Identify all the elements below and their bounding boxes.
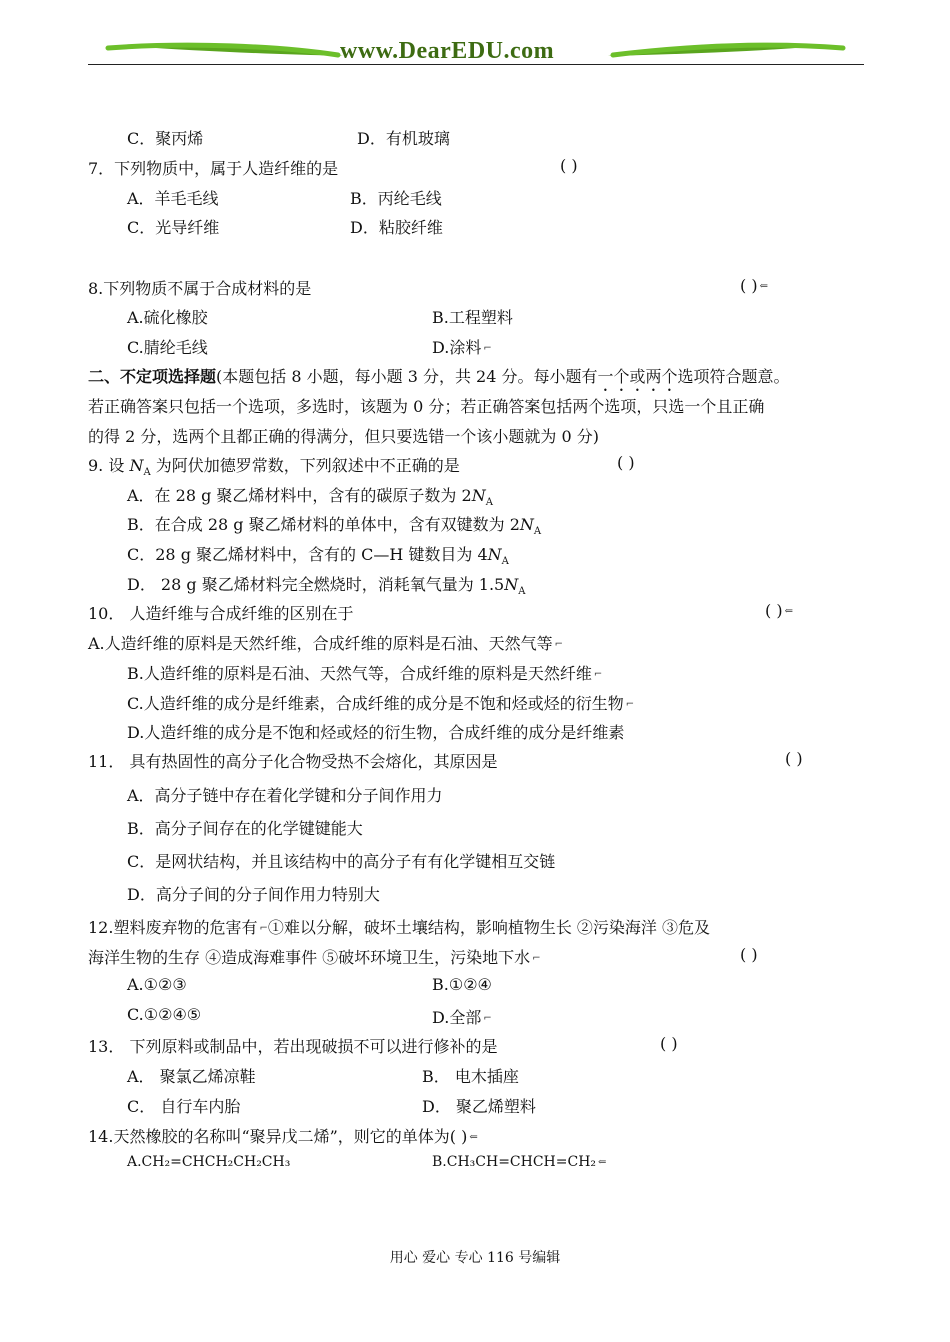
q9-option-b-text: B．在合成 28 g 聚乙烯材料的单体中，含有双键数为 2: [127, 515, 520, 534]
q13-option-c: C． 自行车内胎: [127, 1097, 241, 1116]
q7-option-b: B．丙纶毛线: [350, 189, 442, 208]
q11-option-c: C．是网状结构，并且该结构中的高分子有有化学键相互交链: [127, 852, 556, 871]
q8-stem: 8.下列物质不属于合成材料的是: [88, 279, 312, 298]
header-rule: [88, 64, 864, 65]
q10-answer-paren: [765, 601, 793, 620]
q14-stem: [88, 1124, 478, 1147]
page-footer: 用心 爱心 专心 116 号编辑: [389, 1250, 561, 1266]
section2-line1: [88, 364, 790, 395]
q12-option-d-text: D.全部: [432, 1008, 482, 1027]
q8-option-d: [432, 335, 492, 358]
q10-stem: 10． 人造纤维与合成纤维的区别在于: [88, 604, 354, 623]
section2-title: 二、不定项选择题: [88, 367, 217, 386]
line-break-mark-icon: ⌐: [259, 923, 268, 934]
q11-option-b: B．高分子间存在的化学键键能大: [127, 819, 363, 838]
q9-option-c-text: C．28 g 聚乙烯材料中，含有的 C—H 键数目为 4: [127, 545, 488, 564]
q9-option-c-sub: A: [501, 556, 509, 567]
q9-option-b: [127, 512, 541, 535]
q9-option-d-n: N: [504, 575, 519, 594]
q7-stem: 7．下列物质中，属于人造纤维的是: [88, 159, 339, 178]
q7-option-d: D．粘胶纤维: [350, 218, 443, 237]
q9-option-c: [127, 542, 509, 565]
paragraph-mark-icon: ⇐: [784, 606, 793, 617]
site-logo: www.DearEDU.com: [340, 38, 555, 64]
q12-option-c: C.①②④⑤: [127, 1005, 202, 1024]
q12-line1-a: 12.塑料废弃物的危害有: [88, 918, 258, 937]
q8-option-a: A.硫化橡胶: [127, 308, 208, 327]
q9-option-b-n: N: [519, 515, 534, 534]
q9-option-b-sub: A: [533, 526, 542, 537]
section2-instructions-a: (本题包括 8 小题，每小题 3 分，共 24 分。每小题有: [216, 367, 598, 386]
q10-option-b-text: B.人造纤维的原料是石油、天然气等，合成纤维的原料是天然纤维: [127, 664, 592, 683]
section2-line2: 若正确答案只包括一个选项，多选时，该题为 0 分；若正确答案包括两个选项，只选一个且正确: [88, 397, 765, 416]
q6-option-d: D．有机玻璃: [357, 129, 450, 148]
q10-option-c: [127, 691, 634, 714]
q9-stem-b: 为阿伏加德罗常数，下列叙述中不正确的是: [150, 456, 460, 475]
q8-paren-text: ( ): [740, 276, 758, 295]
q12-line2-text: 海洋生物的生存 ④造成海难事件 ⑤破坏环境卫生，污染地下水: [88, 948, 531, 967]
q12-option-b: B.①②④: [432, 975, 492, 994]
q12-answer-paren: ( ): [740, 945, 758, 964]
q9-option-a-sub: A: [485, 497, 493, 508]
q11-answer-paren: ( ): [785, 749, 803, 768]
q9-n: N: [129, 456, 144, 475]
line-break-mark-icon: ⌐: [554, 639, 564, 650]
q7-option-c: C．光导纤维: [127, 218, 220, 237]
q9-option-d: [127, 572, 525, 595]
section2-emphasis: 一个或两个: [597, 367, 678, 386]
q14-stem-text: 14.天然橡胶的名称叫“聚异戊二烯”，则它的单体为( ): [88, 1127, 468, 1146]
q12-line2: [88, 945, 541, 968]
q14-option-b-text: B.CH₃CH=CHCH=CH₂: [432, 1154, 597, 1170]
q9-stem-a: 9. 设: [88, 456, 130, 475]
q9-option-c-n: N: [487, 545, 502, 564]
q12-line1: [88, 915, 710, 938]
q11-stem: 11． 具有热固性的高分子化合物受热不会熔化，其原因是: [88, 752, 498, 771]
q12-line1-b: ①难以分解，破坏土壤结构，影响植物生长 ②污染海洋 ③危及: [267, 918, 711, 937]
paragraph-mark-icon: ⇐: [759, 281, 768, 292]
q13-option-b: B． 电木插座: [422, 1067, 519, 1086]
q9-option-a: [127, 483, 493, 506]
q9-n-sub: A: [143, 467, 151, 478]
q10-paren-text: ( ): [765, 601, 783, 620]
q9-option-d-text: D． 28 g 聚乙烯材料完全燃烧时，消耗氧气量为 1.5: [127, 575, 505, 594]
q12-option-a: A.①②③: [127, 975, 187, 994]
q10-option-c-text: C.人造纤维的成分是纤维素，合成纤维的成分是不饱和烃或烃的衍生物: [127, 694, 624, 713]
q8-option-d-text: D.涂料: [432, 338, 482, 357]
q14-option-b: [432, 1154, 606, 1170]
q9-answer-paren: ( ): [617, 453, 635, 472]
q8-option-c: C.腈纶毛线: [127, 338, 208, 357]
q13-stem: 13． 下列原料或制品中，若出现破损不可以进行修补的是: [88, 1037, 498, 1056]
q6-option-c: C．聚丙烯: [127, 129, 204, 148]
q13-option-a: A． 聚氯乙烯凉鞋: [127, 1067, 256, 1086]
q10-option-a-text: A.人造纤维的原料是天然纤维，合成纤维的原料是石油、天然气等: [88, 634, 553, 653]
section2-instructions-b: 选项符合题意。: [677, 367, 790, 386]
q10-option-d: D.人造纤维的成分是不饱和烃或烃的衍生物，合成纤维的成分是纤维素: [127, 723, 625, 742]
q9-option-d-sub: A: [518, 586, 526, 597]
q9-option-a-text: A．在 28 g 聚乙烯材料中，含有的碳原子数为 2: [127, 486, 472, 505]
line-break-mark-icon: ⌐: [532, 953, 541, 964]
paragraph-mark-icon: ⇐: [469, 1132, 478, 1143]
line-break-mark-icon: ⌐: [593, 669, 603, 680]
q10-option-a: [88, 631, 563, 654]
q9-stem: [88, 453, 460, 476]
q7-answer-paren: ( ): [560, 156, 578, 175]
section2-line3: 的得 2 分，选两个且都正确的得满分，但只要选错一个该小题就为 0 分): [88, 427, 599, 446]
q10-option-b: [127, 661, 602, 684]
q9-option-a-n: N: [471, 486, 486, 505]
q11-option-d: D．高分子间的分子间作用力特别大: [127, 885, 380, 904]
q11-option-a: A．高分子链中存在着化学键和分子间作用力: [127, 786, 443, 805]
q8-answer-paren: [740, 276, 768, 295]
q12-option-d: [432, 1005, 492, 1028]
q14-option-a: A.CH₂=CHCH₂CH₂CH₃: [127, 1154, 291, 1170]
q13-answer-paren: ( ): [660, 1034, 678, 1053]
line-break-mark-icon: ⌐: [625, 699, 635, 710]
line-break-mark-icon: ⌐: [483, 343, 492, 354]
q13-option-d: D． 聚乙烯塑料: [422, 1097, 536, 1116]
q8-option-b: B.工程塑料: [432, 308, 513, 327]
line-break-mark-icon: ⌐: [483, 1013, 492, 1024]
q7-option-a: A．羊毛毛线: [127, 189, 219, 208]
paragraph-mark-icon: ⇐: [598, 1156, 607, 1168]
